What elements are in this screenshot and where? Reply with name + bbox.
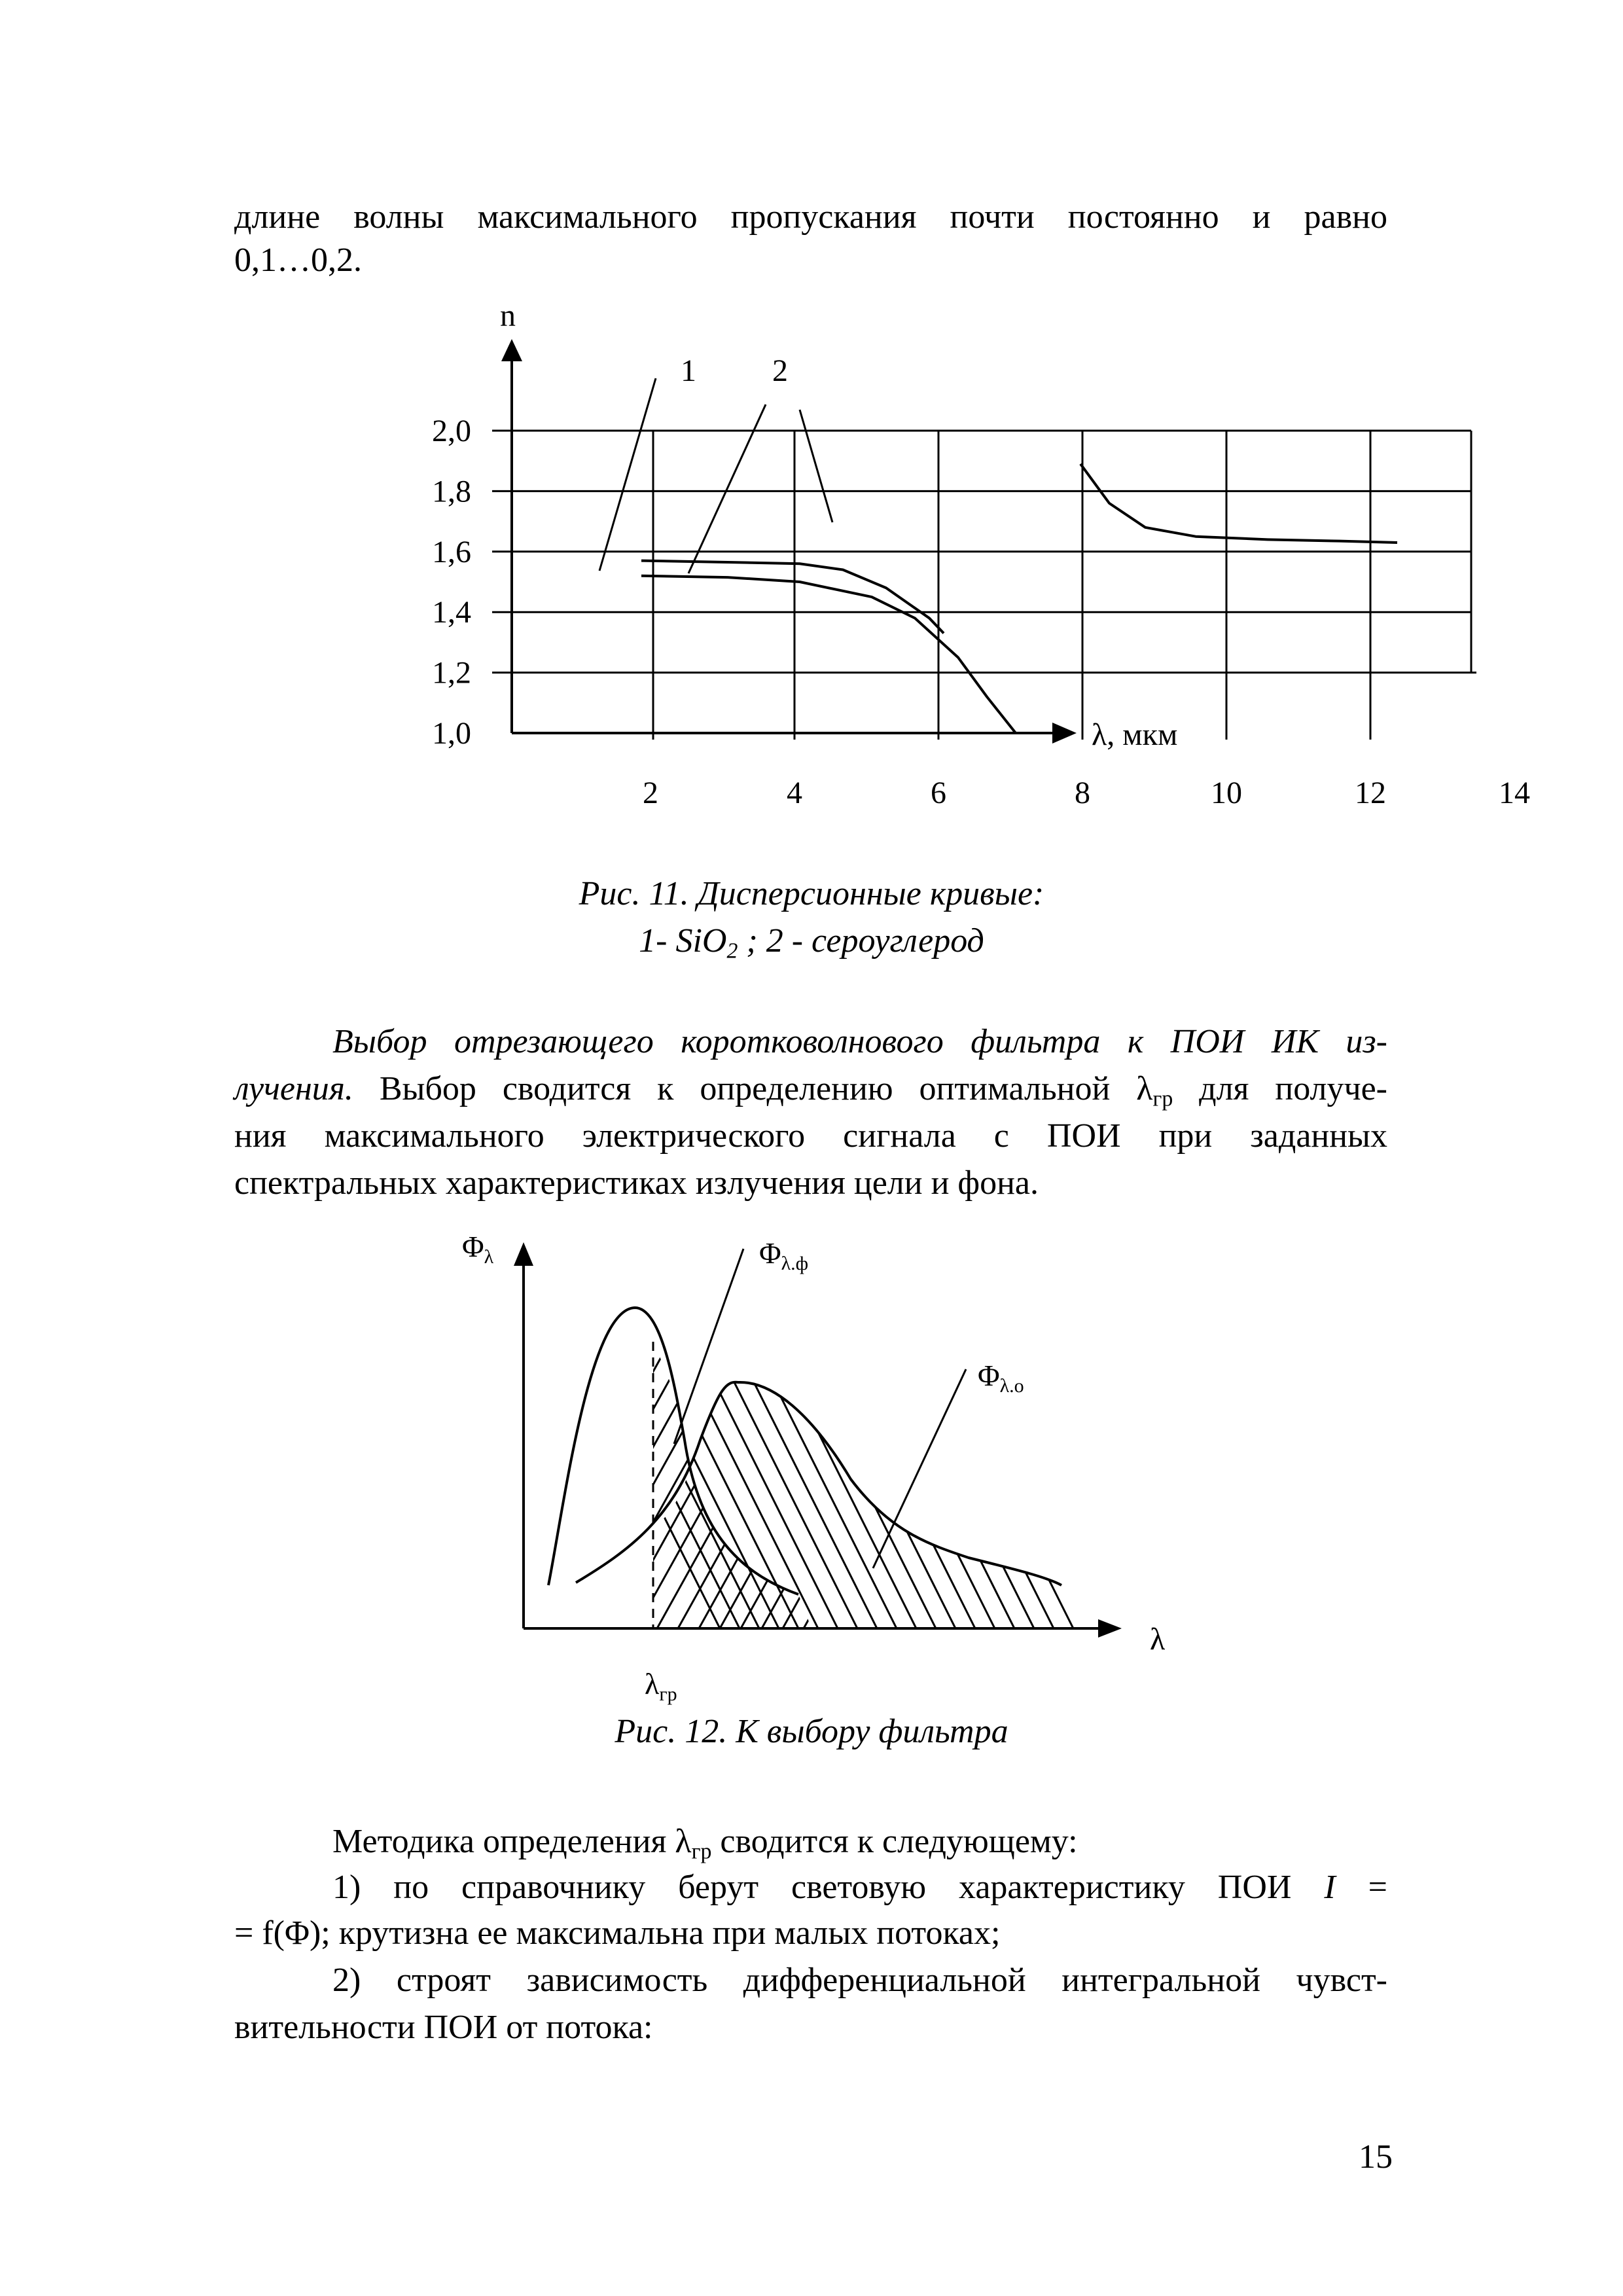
fig12-hatch-line [1001,1367,1132,1628]
para1-l2-sub: гр [1152,1086,1173,1111]
item1-a: 1) по справочнику берут световую характеристику ПОИ [332,1869,1325,1906]
fig11-caption-b: ; 2 - сероуглерод [738,922,984,960]
fig12-hatch-line [783,1322,953,1628]
text-line-2: 0,1…0,2. [234,242,362,279]
fig11-label-1: 1 [681,353,696,388]
fig12-hatch-line [699,1322,869,1628]
fig12-hatch-line [962,1367,1093,1628]
fig12-hatch-object [589,1367,1270,1628]
fig12-hatch-line [531,1322,702,1628]
fig11-x-label: λ, мкм [1092,717,1178,752]
fig12-hatch-line [1119,1367,1250,1628]
fig11-x-tick: 4 [787,776,802,810]
item2-line2: вительности ПОИ от потока: [234,2009,653,2046]
fig12-hatch-line [573,1322,743,1628]
fig11-x-tick: 12 [1355,776,1386,810]
item1-b: = [1335,1869,1387,1906]
fig12-hatch-line [942,1367,1073,1628]
fig11-caption-line1: Рис. 11. Дисперсионные кривые: [579,875,1044,912]
para2-sub: гр [691,1839,712,1864]
fig12-hatch-line [923,1367,1054,1628]
fig12-cutoff-label: $\lambda_{гр}$ [645,1667,677,1705]
fig12-hatch-line [1060,1367,1191,1628]
fig12-hatch-line [929,1322,1099,1628]
fig12-hatch-line [864,1367,995,1628]
fig12-hatch-line [903,1367,1034,1628]
fig12-curve-object [576,1382,1061,1585]
fig11-y-tick: 1,2 [432,655,471,691]
fig12-hatch-line [628,1367,759,1628]
fig12-hatch-line [1139,1367,1270,1628]
fig11-y-tick: 1,6 [432,534,471,569]
fig11-x-tick: 2 [643,776,658,810]
fig12-hatch-line [746,1367,877,1628]
fig12-hatch-line [594,1322,764,1628]
fig12-hatch-line [825,1322,995,1628]
fig12-hatch-line [1021,1367,1152,1628]
para2-b: сводится к следующему: [711,1823,1078,1860]
fig11-caption-sub: 2 [726,939,738,963]
fig12-curves [548,1249,1061,1594]
fig12-leader-background [674,1249,743,1444]
fig12-y-arrow [514,1242,533,1266]
para1-line4: спектральных характеристиках излучения цели и фона. [234,1164,1039,1202]
fig12-hatch-line [785,1367,916,1628]
fig12-hatch-line [762,1322,932,1628]
fig12-hatch-line [707,1367,838,1628]
fig12-hatch-line [687,1367,818,1628]
item1-line1 [332,1864,1387,1911]
fig11-x-tick: 14 [1499,776,1530,810]
fig12-background-label: $\Phi_{\lambda.ф}$ [759,1236,809,1274]
page-number: 15 [1359,2138,1393,2176]
fig12-hatch-line [741,1322,911,1628]
fig11-y-tick: 1,0 [432,716,471,751]
fig12-hatch-line [510,1322,681,1628]
fig11-x-tick: 6 [931,776,946,810]
para1-l2-a: Выбор сводится к определению оптимальной λ [353,1070,1153,1107]
fig12-hatching [510,1322,1270,1628]
fig12-hatch-line [844,1367,975,1628]
text-line-1: длине волны максимального пропускания почти постоянно и равно [234,198,1387,236]
fig12-y-label: $\Phi_\lambda$ [462,1230,494,1268]
fig12-hatch-line [982,1367,1113,1628]
fig11-y-tick: 1,8 [432,474,471,509]
para1-line3: ния максимального электрического сигнала с ПОИ при заданных [234,1117,1387,1155]
fig12-hatch-line [805,1367,936,1628]
fig11-label-2: 2 [772,353,788,388]
fig12-axes [514,1242,1122,1638]
fig12-hatch-background [510,1322,1141,1628]
fig11-y-tick: 2,0 [432,414,471,448]
fig12-hatch-line [678,1322,848,1628]
para1-italic-end: лучения. [234,1070,353,1107]
fig12-object-label: $\Phi_{\lambda.о}$ [978,1359,1024,1397]
item1-line2: = f(Φ); крутизна ее максимальна при малых потоках; [234,1914,1001,1952]
fig12-x-label: λ [1150,1622,1166,1657]
para1-line1: Выбор отрезающего коротковолнового фильтра к ПОИ ИК из- [332,1023,1387,1060]
fig12-hatch-line [825,1367,955,1628]
fig12-hatch-line [1041,1367,1171,1628]
fig12-caption: Рис. 12. К выбору фильтра [615,1713,1008,1750]
fig11-x-tick: 8 [1075,776,1090,810]
fig12-hatch-line [1099,1367,1230,1628]
fig11-y-label: n [500,298,516,333]
fig12-hatch-line [804,1322,974,1628]
fig12-x-arrow [1098,1619,1122,1638]
fig12-hatch-line [1080,1367,1211,1628]
fig11-y-tick: 1,4 [432,595,471,630]
item2-line1: 2) строят зависимость дифференциальной интегральной чувст- [332,1962,1387,1999]
fig12-hatch-line [950,1322,1120,1628]
fig11-caption-a: 1- SiO [639,922,727,960]
item1-I: I [1324,1869,1336,1906]
fig12-hatch-line [720,1322,890,1628]
fig11-x-tick: 10 [1211,776,1242,810]
para1-l2-b: для получе- [1173,1070,1387,1107]
para2-a: Методика определения λ [332,1823,692,1860]
